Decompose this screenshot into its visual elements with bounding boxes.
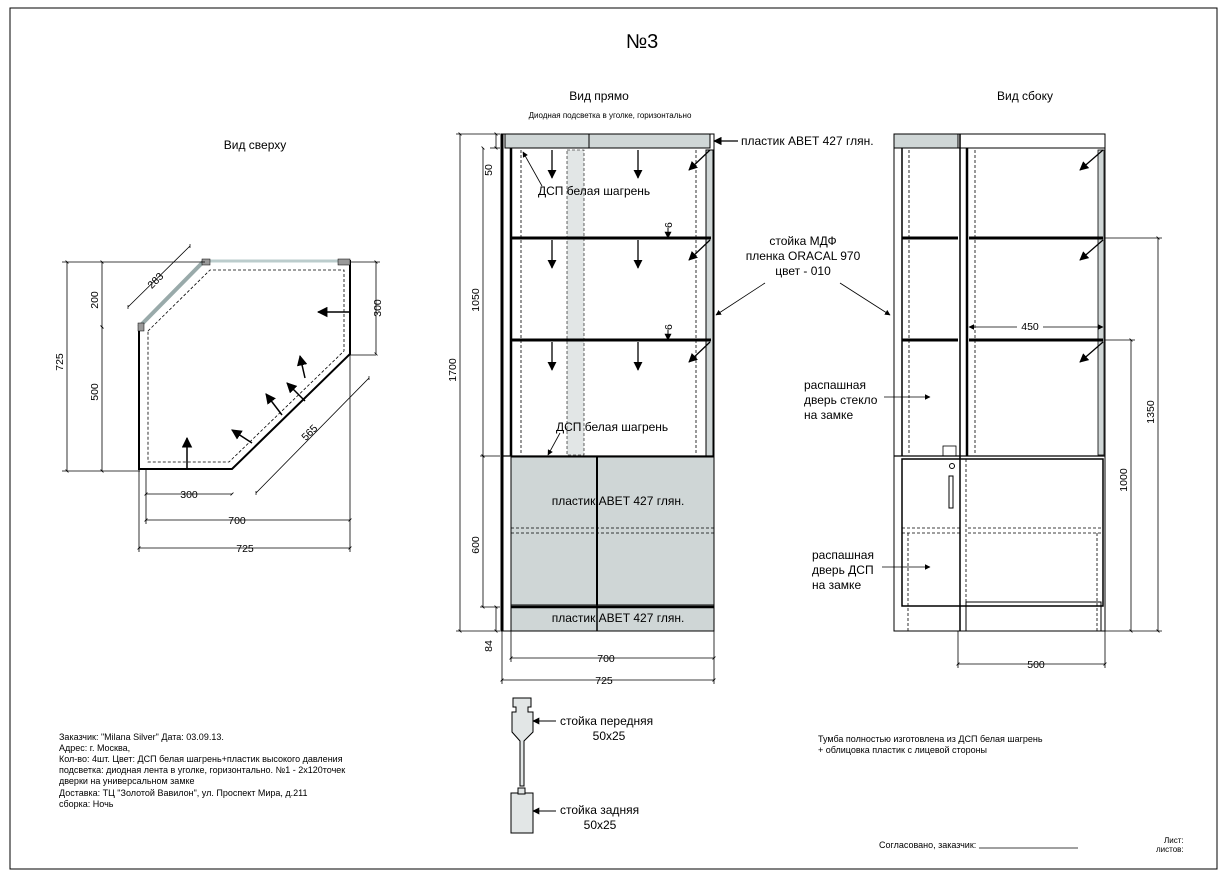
sheet-label: Лист: [1164, 836, 1184, 845]
back-post-size: 50x25 [583, 818, 617, 832]
callout-plastic-mid: пластик АВЕТ 427 глян. [551, 494, 685, 508]
front-view-subtitle: Диодная подсветка в уголке, горизонтально [528, 111, 692, 120]
dim-84: 84 [483, 640, 495, 652]
front-view-title: Вид прямо [569, 89, 629, 103]
top-view-title: Вид сверху [223, 138, 287, 152]
dim-300-bottom: 300 [180, 489, 198, 501]
back-post-profile [511, 793, 533, 833]
callout-dsp-door-1: распашная [812, 548, 874, 562]
front-post-profile [512, 698, 533, 786]
dim-300-right: 300 [372, 299, 384, 317]
callout-glass-door-3: на замке [804, 408, 854, 422]
drawing-title: №3 [625, 31, 659, 53]
callout-dsp-top: ДСП белая шагрень [538, 184, 651, 198]
dim-725-bottom: 725 [236, 543, 254, 555]
front-post-size: 50x25 [592, 729, 626, 743]
post-profile [511, 698, 653, 833]
order-line-7: сборка: Ночь [59, 799, 114, 809]
cabinet-note [818, 734, 1043, 755]
dim-1050: 1050 [470, 288, 482, 312]
top-view [54, 138, 384, 555]
order-info [59, 732, 345, 809]
dim-565: 565 [299, 422, 321, 444]
dim-6-bottom: 6 [663, 324, 675, 330]
dim-600: 600 [470, 536, 482, 554]
dim-1700: 1700 [447, 358, 459, 382]
dim-1000: 1000 [1118, 468, 1130, 492]
dim-6-top: 6 [663, 222, 675, 228]
front-lower-doors [511, 457, 714, 605]
dim-700-top: 700 [228, 515, 246, 527]
dim-283: 283 [145, 270, 167, 292]
callout-post-line2: пленка ORACAL 970 [745, 249, 861, 263]
cabinet-note-2: + облицовка пластик с лицевой стороны [818, 745, 988, 755]
order-line-1: Заказчик: "Milana Silver" Дата: 03.09.13. [59, 732, 224, 742]
callout-post-line3: цвет - 010 [775, 264, 831, 278]
dim-700-front: 700 [597, 653, 615, 665]
side-lower-cabinet [902, 459, 1103, 606]
dim-1350: 1350 [1145, 400, 1157, 424]
dim-200: 200 [89, 291, 101, 309]
dim-50: 50 [483, 164, 495, 176]
order-line-5: дверки на универсальном замке [59, 776, 195, 786]
back-post-label: стойка задняя [560, 803, 640, 817]
callout-dsp-mid: ДСП белая шагрень [556, 420, 669, 434]
order-line-6: Доставка: ТЦ "Золотой Вавилон", ул. Проспект Мира, д.211 [59, 788, 308, 798]
dim-500-side: 500 [1027, 659, 1045, 671]
side-view [804, 89, 1162, 671]
side-top-plastic [894, 134, 958, 148]
approval-label: Согласовано, заказчик: [879, 840, 977, 850]
callout-glass-door-1: распашная [804, 378, 866, 392]
order-line-4: подсветка: диодная лента в уголке, горизонтально. №1 - 2х120точек [59, 765, 346, 775]
dim-450: 450 [1021, 321, 1039, 333]
dim-725-left: 725 [54, 353, 66, 371]
sheets-label: листов: [1156, 845, 1184, 854]
order-line-2: Адрес: г. Москва, [59, 743, 131, 753]
cabinet-note-1: Тумба полностью изготовлена из ДСП белая шагрень [818, 734, 1043, 744]
callout-plastic-bottom: пластик АВЕТ 427 глян. [551, 611, 685, 625]
callout-post-line1: стойка МДФ [769, 234, 837, 248]
order-line-3: Кол-во: 4шт. Цвет: ДСП белая шагрень+пластик высокого давления [59, 754, 343, 764]
callout-dsp-door-2: дверь ДСП [812, 563, 874, 577]
front-post-label: стойка передняя [560, 714, 654, 728]
callout-glass-door-2: дверь стекло [804, 393, 878, 407]
callout-plastic-top: пластик АВЕТ 427 глян. [741, 134, 874, 148]
front-top-plastic [505, 134, 710, 148]
dim-725-front: 725 [595, 675, 613, 687]
callout-dsp-door-3: на замке [812, 578, 862, 592]
title-block [879, 836, 1184, 854]
side-view-title: Вид сбоку [997, 89, 1053, 103]
dim-500: 500 [89, 383, 101, 401]
